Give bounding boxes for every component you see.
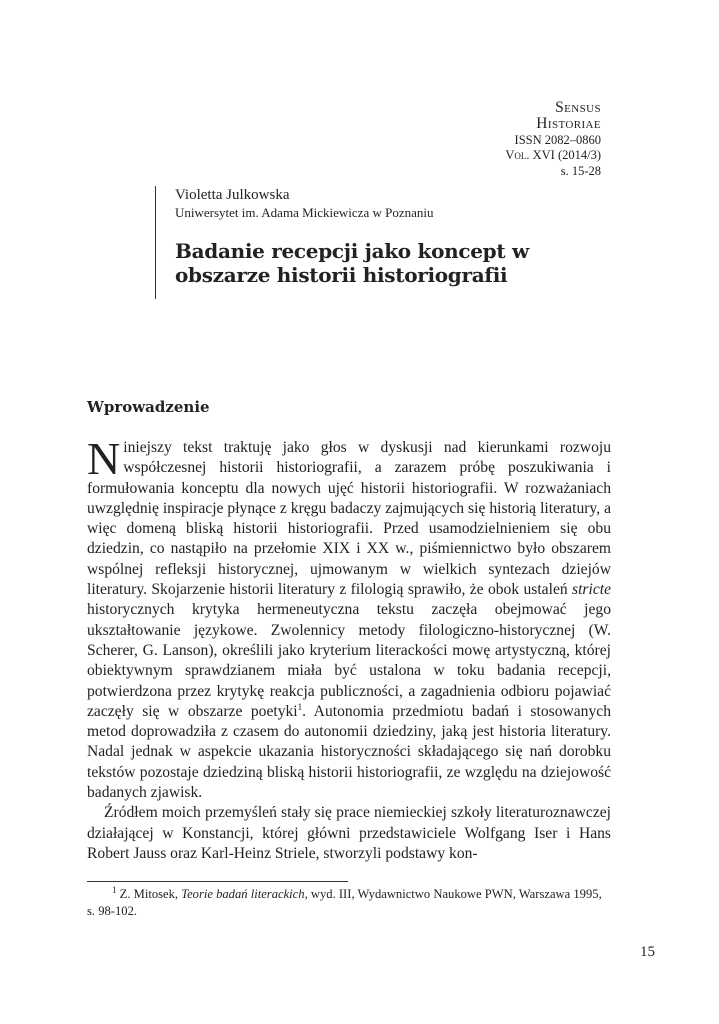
author-name: Violetta Julkowska xyxy=(175,187,290,203)
footnote-reference[interactable]: 1 xyxy=(297,701,303,712)
paragraph-1-text-a: iniejszy tekst traktuję jako głos w dyskusji nad kierunkami rozwoju współczesnej historii historiografii, a zarazem próbę poszukiwania i formułowania konceptu dla nowych ujęć historii historiografii. W rozważaniach uwzględnię inspiracje płynące z kręgu badaczy zajmujących się historią literatury, a więc domeną bliską historii historiografii. Przed usamodzielnieniem się obu dziedzin, co nastąpiło na przełomie XIX i XX w., piśmiennictwo było obszarem wspólnej refleksji historycznej, ujmowanym w wielkich syntezach dziejów literatury. Skojarzenie historii literatury z filologią sprawiło, że obok ustaleń xyxy=(87,439,611,599)
article-title: Badanie recepcji jako koncept w obszarze historii historiografii xyxy=(175,239,529,287)
journal-volume: Vol. XVI (2014/3) xyxy=(505,148,601,163)
paragraph-2: Źródłem moich przemyśleń stały się prace niemieckiej szkoły literaturoznawczej działającej w Konstancji, której główni przedstawiciele Wolfgang Iser i Hans Robert Jauss oraz Karl-Heinz Striele, stworzyli podstawy kon- xyxy=(87,804,611,862)
footnote-title: Teorie badań literackich xyxy=(181,887,305,901)
footnote-rest: , wyd. III, Wydawnictwo Naukowe PWN, Warszawa 1995, s. 98-102. xyxy=(87,887,602,918)
article-body xyxy=(87,433,611,864)
footnote-number: 1 xyxy=(112,884,117,895)
journal-header xyxy=(401,100,601,179)
footnote-author: Z. Mitosek, xyxy=(116,887,182,901)
paragraph-1 xyxy=(87,433,611,803)
author-affiliation: Uniwersytet im. Adama Mickiewicza w Poznaniu xyxy=(175,205,434,220)
journal-pages: s. 15-28 xyxy=(560,163,601,178)
journal-name-line1: Sensus xyxy=(555,99,601,116)
page-number: 15 xyxy=(640,944,655,960)
footnote xyxy=(87,886,611,920)
paragraph-1-text-c: . Autonomia przedmiotu badań i stosowanych metod doprowadziła z czasem do autonomii dziedziny, jaką jest historia literatury. Nadal jednak w aspekcie ukazania historyczności składającego się nań dorobku tekstów pozostaje dziedziną bliską historii historiografii, ze względu na dziejowość badanych zjawisk. xyxy=(87,702,611,802)
footnote-line xyxy=(87,886,611,920)
italic-term: stricte xyxy=(572,581,611,599)
journal-issn: ISSN 2082–0860 xyxy=(514,132,601,147)
journal-name-line2: Historiae xyxy=(536,115,601,133)
section-heading: Wprowadzenie xyxy=(87,398,210,416)
drop-cap: N xyxy=(87,433,121,484)
paragraph-1-text-b: historycznych krytyka hermeneutyczna tekstu zaczęła obejmować jego ukształtowanie językowe. Zwolennicy metody filologiczno-historycznej (W. Scherer, G. Lanson), określili jako kryterium literackości mowę artystyczną, której obiektywnym sprawdzianem miała być ustalona w toku badania recepcji, potwierdzona przez krytykę reakcja publiczności, a zagadnienia odbioru pojawiać zaczęły się w obszarze poetyki xyxy=(87,601,611,720)
footnote-divider xyxy=(87,881,348,882)
author-title-block xyxy=(155,186,625,299)
